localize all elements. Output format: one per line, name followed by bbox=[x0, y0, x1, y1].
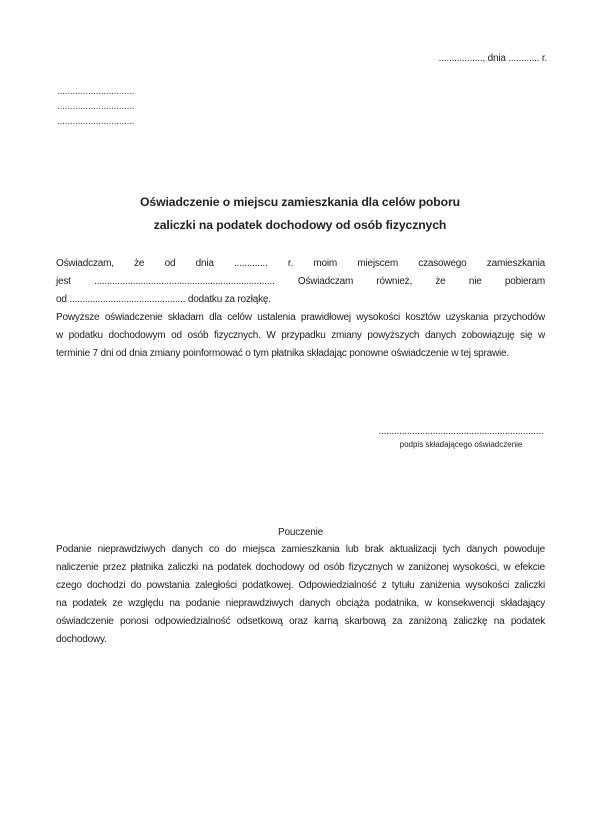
notice-line: oświadczenie ponosi odpowiedzialność odsetkową oraz karną skarbową za zaniżoną zaliczkę na podatek bbox=[56, 616, 545, 627]
addressee-dotted-line: .............................. bbox=[57, 86, 135, 97]
addressee-dotted-line: .............................. bbox=[57, 116, 135, 127]
notice-line: czego dochodzi do powstania zaległości podatkowej. Odpowiedzialność z tytułu zaniżenia wysokości zaliczki bbox=[56, 580, 545, 591]
notice-line: naliczenie przez płatnika zaliczki na podatek dochodowy od osób fizycznych w zaniżonej wysokości, w efekcie bbox=[56, 562, 545, 573]
date-place-line: ................., dnia ............ r. bbox=[438, 53, 547, 64]
notice-line: dochodowy. bbox=[56, 634, 107, 645]
document-title-line-2: zaliczki na podatek dochodowy od osób fizycznych bbox=[153, 217, 447, 232]
declaration-line: jest ...................................................................... Oświadczam również, że nie pobieram bbox=[56, 276, 545, 287]
notice-line: Podanie nieprawdziwych danych co do miejsca zamieszkania lub brak aktualizacji tych danych powoduje bbox=[56, 544, 545, 555]
declaration-line: Powyższe oświadczenie składam dla celów ustalenia prawidłowej wysokości kosztów uzyskania przychodów bbox=[56, 312, 545, 323]
notice-paragraph bbox=[56, 541, 545, 649]
signature-caption: podpis składającego oświadczenie bbox=[399, 440, 523, 449]
declaration-line: od ............................................. dodatku za rozłąkę. bbox=[56, 294, 271, 305]
addressee-block bbox=[57, 84, 134, 129]
declaration-line: terminie 7 dni od dnia zmiany poinformować o tym płatnika składając ponowne oświadczenie w tej sprawie. bbox=[56, 348, 509, 359]
declaration-line: w podatku dochodowym od osób fizycznych. W przypadku zmiany powyższych danych zobowiązuję się w bbox=[56, 330, 545, 341]
signature-area bbox=[375, 425, 547, 450]
declaration-paragraph bbox=[56, 255, 545, 363]
document-title-line-1: Oświadczenie o miejscu zamieszkania dla celów poboru bbox=[140, 195, 460, 209]
document-title bbox=[0, 191, 600, 236]
notice-heading: Pouczenie bbox=[278, 527, 323, 538]
signature-dotted-line: ................................................................ bbox=[378, 426, 544, 437]
addressee-dotted-line: .............................. bbox=[57, 101, 135, 112]
notice-line: na podatek ze względu na podanie nieprawdziwych danych obciąża podatnika, w konsekwencji składający bbox=[56, 598, 545, 609]
declaration-line: Oświadczam, że od dnia ............. r. moim miejscem czasowego zamieszkania bbox=[56, 258, 545, 269]
